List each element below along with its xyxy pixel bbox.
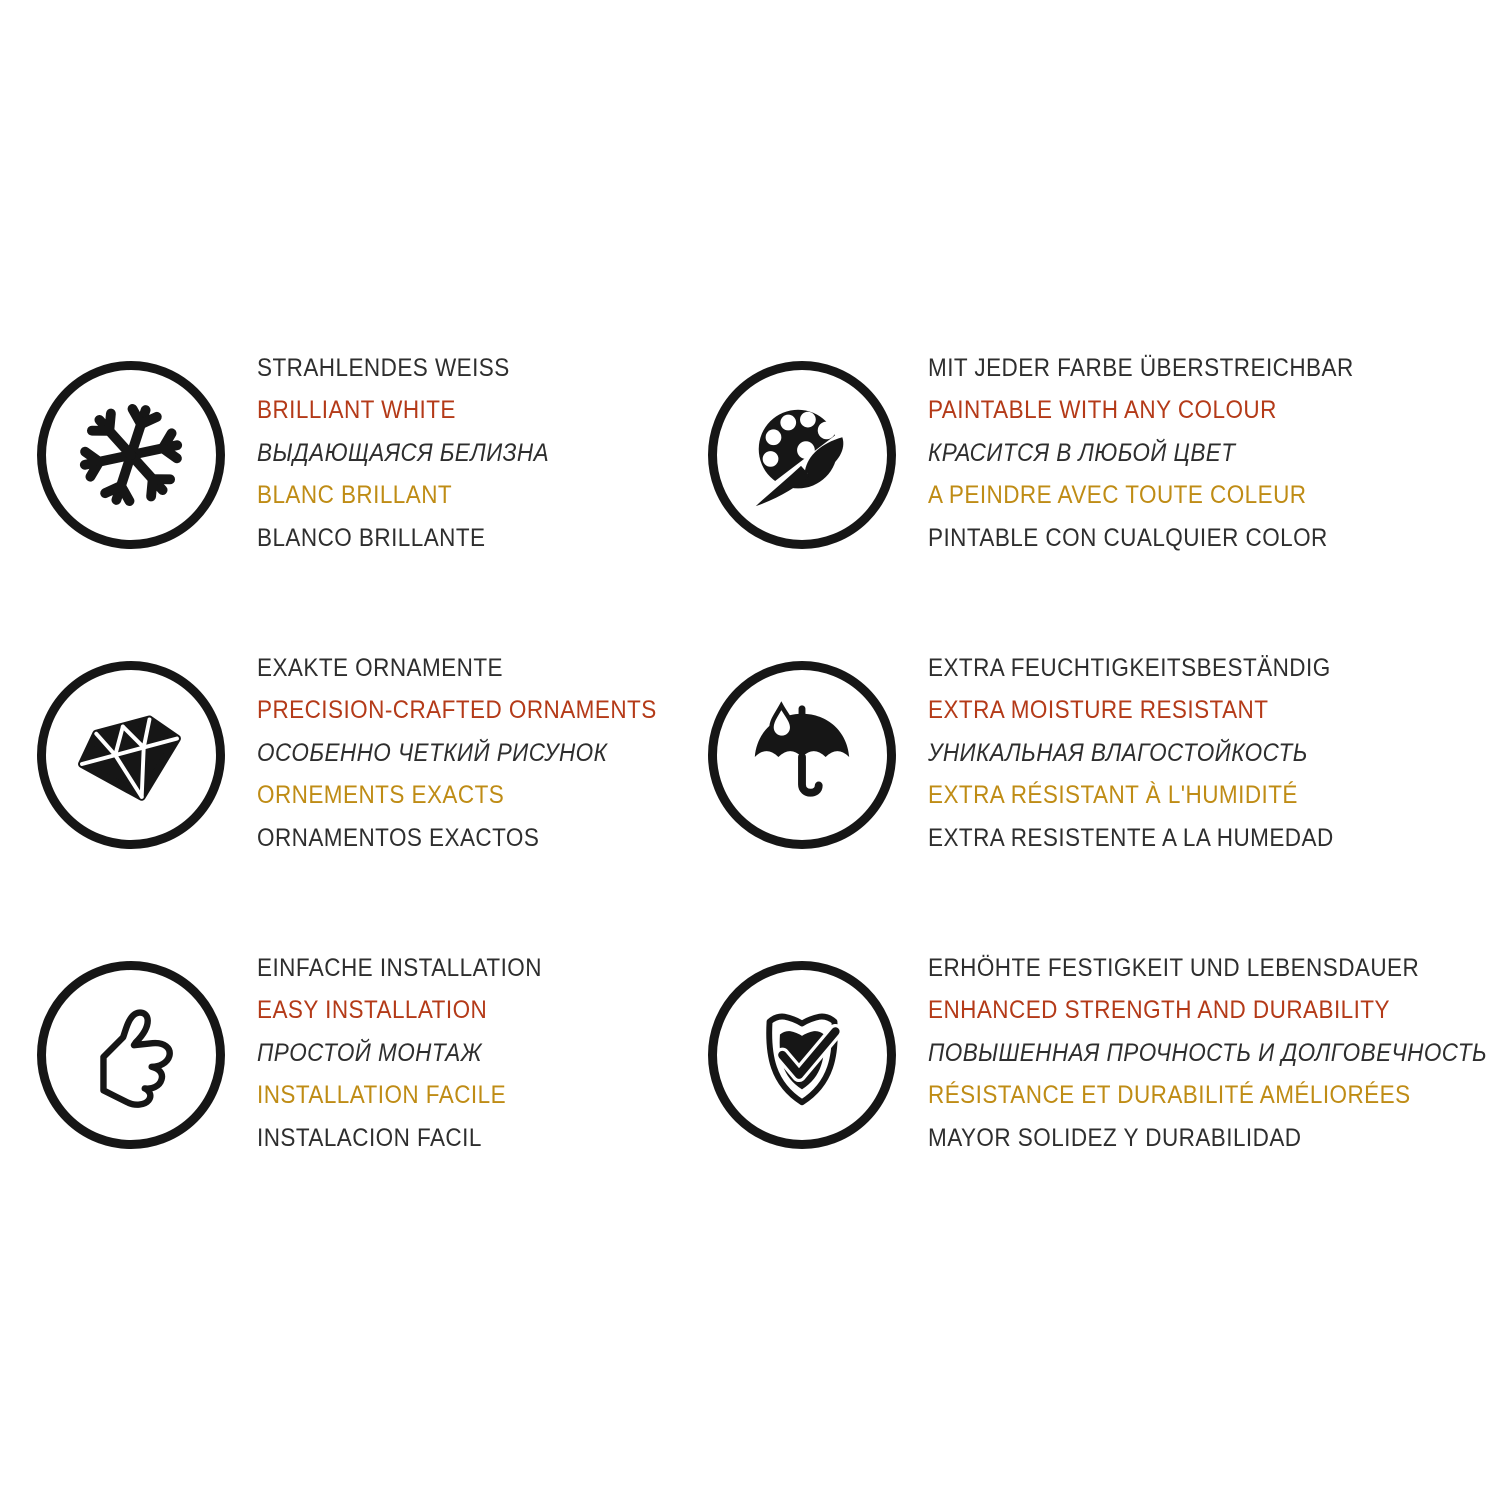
feature-text-german: EINFACHE INSTALLATION — [257, 953, 542, 982]
feature-text-english: PRECISION-CRAFTED ORNAMENTS — [257, 696, 657, 725]
feature-text-russian: КРАСИТСЯ В ЛЮБОЙ ЦВЕТ — [928, 438, 1236, 467]
feature-texts — [928, 647, 1379, 860]
snowflake-icon — [72, 396, 190, 514]
shield-check-icon — [743, 996, 861, 1114]
feature-text-spanish: BLANCO BRILLANTE — [257, 523, 486, 552]
feature-text-german: MIT JEDER FARBE ÜBERSTREICHBAR — [928, 353, 1354, 382]
feature-text-spanish: MAYOR SOLIDEZ Y DURABILIDAD — [928, 1123, 1302, 1152]
feature-text-spanish: INSTALACION FACIL — [257, 1123, 482, 1152]
feature-text-spanish: PINTABLE CON CUALQUIER COLOR — [928, 523, 1328, 552]
feature-text-german: EXTRA FEUCHTIGKEITSBESTÄNDIG — [928, 653, 1331, 682]
feature-strength-durability — [708, 947, 1488, 1167]
feature-text-french: EXTRA RÉSISTANT À L'HUMIDITÉ — [928, 781, 1298, 810]
umbrella-raindrop-icon — [743, 696, 861, 814]
feature-text-english: BRILLIANT WHITE — [257, 396, 456, 425]
feature-texts — [928, 347, 1401, 560]
feature-easy-installation — [37, 947, 737, 1167]
feature-text-french: BLANC BRILLANT — [257, 481, 453, 510]
diamond-icon — [72, 696, 190, 814]
feature-text-english: EASY INSTALLATION — [257, 996, 488, 1025]
feature-moisture-resistant — [708, 647, 1408, 867]
feature-text-german: EXAKTE ORNAMENTE — [257, 653, 503, 682]
feature-text-russian: ПРОСТОЙ МОНТАЖ — [257, 1038, 482, 1067]
feature-precision-ornaments — [37, 647, 737, 867]
feature-circle — [37, 661, 225, 849]
feature-text-english: ENHANCED STRENGTH AND DURABILITY — [928, 996, 1390, 1025]
feature-text-spanish: EXTRA RESISTENTE A LA HUMEDAD — [928, 823, 1334, 852]
feature-circle — [708, 661, 896, 849]
feature-circle — [37, 361, 225, 549]
paint-palette-icon — [743, 396, 861, 514]
feature-text-french: A PEINDRE AVEC TOUTE COLEUR — [928, 481, 1307, 510]
feature-texts — [257, 347, 582, 560]
feature-circle — [37, 961, 225, 1149]
feature-text-german: ERHÖHTE FESTIGKEIT UND LEBENSDAUER — [928, 953, 1420, 982]
feature-text-spanish: ORNAMENTOS EXACTOS — [257, 823, 540, 852]
feature-text-french: INSTALLATION FACILE — [257, 1081, 507, 1110]
feature-texts — [257, 647, 701, 860]
feature-text-french: ORNEMENTS EXACTS — [257, 781, 505, 810]
feature-circle — [708, 361, 896, 549]
feature-text-russian: ПОВЫШЕННАЯ ПРОЧНОСТЬ И ДОЛГОВЕЧНОСТЬ — [928, 1038, 1488, 1067]
feature-text-german: STRAHLENDES WEISS — [257, 353, 510, 382]
feature-text-russian: УНИКАЛЬНАЯ ВЛАГОСТОЙКОСТЬ — [928, 738, 1308, 767]
feature-paintable — [708, 347, 1408, 567]
feature-text-russian: ВЫДАЮЩАЯСЯ БЕЛИЗНА — [257, 438, 550, 467]
feature-texts — [928, 947, 1500, 1160]
feature-brilliant-white — [37, 347, 737, 567]
feature-text-russian: ОСОБЕННО ЧЕТКИЙ РИСУНОК — [257, 738, 608, 767]
feature-texts — [257, 947, 574, 1160]
feature-text-french: RÉSISTANCE ET DURABILITÉ AMÉLIORÉES — [928, 1081, 1411, 1110]
feature-circle — [708, 961, 896, 1149]
thumbs-up-icon — [72, 996, 190, 1114]
feature-text-english: EXTRA MOISTURE RESISTANT — [928, 696, 1269, 725]
feature-text-english: PAINTABLE WITH ANY COLOUR — [928, 396, 1277, 425]
